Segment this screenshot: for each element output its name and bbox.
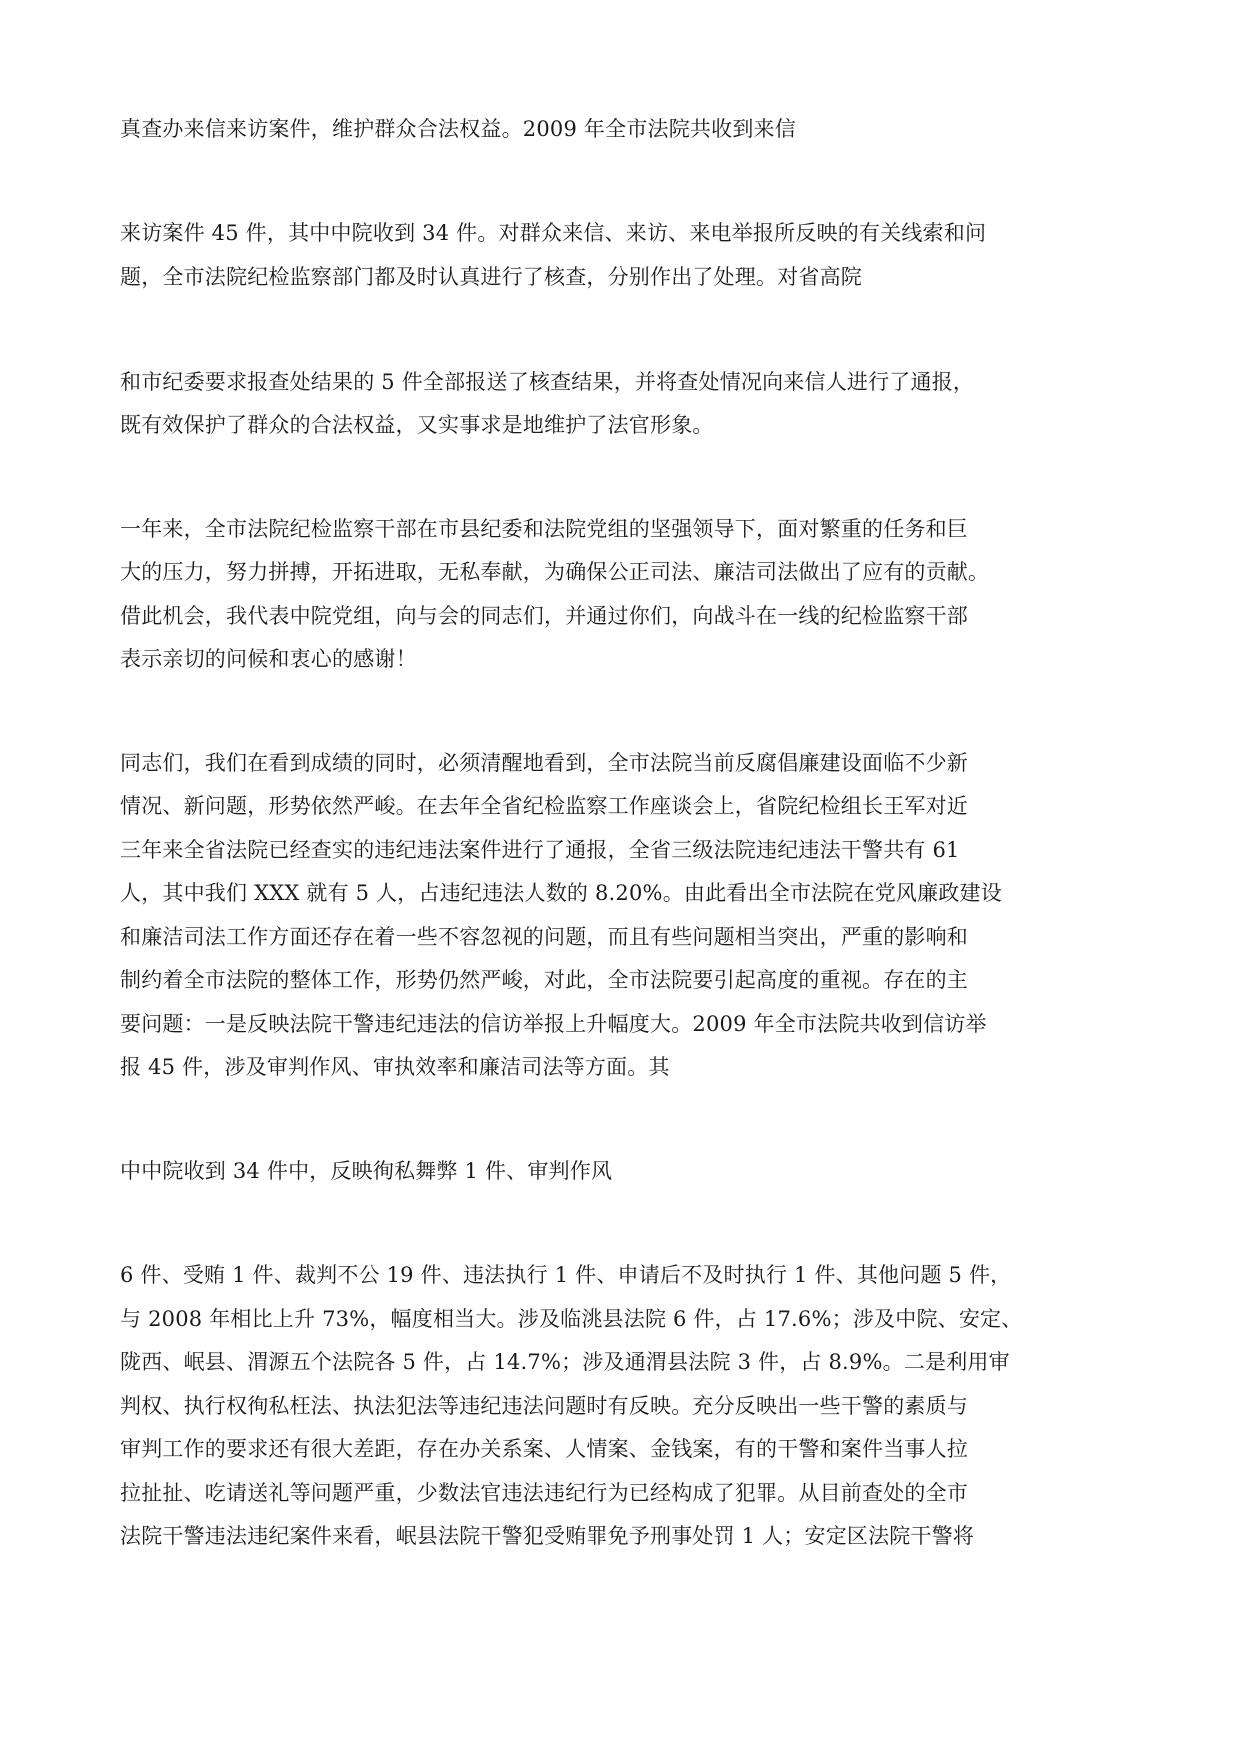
text-line: 陇西、岷县、渭源五个法院各 5 件，占 14.7%；涉及通渭县法院 3 件，占 8.9%。二是利用审 <box>120 1350 1010 1374</box>
text-line: 同志们，我们在看到成绩的同时，必须清醒地看到，全市法院当前反腐倡廉建设面临不少新 <box>120 751 968 775</box>
text-line: 要问题：一是反映法院干警违纪违法的信访举报上升幅度大。2009 年全市法院共收到信访举 <box>120 1012 987 1036</box>
text-line: 与 2008 年相比上升 73%，幅度相当大。涉及临洮县法院 6 件，占 17.6%；涉及中院、安定、 <box>120 1307 1023 1331</box>
text-line: 报 45 件，涉及审判作风、审执效率和廉洁司法等方面。其 <box>120 1055 670 1079</box>
text-line: 和市纪委要求报查处结果的 5 件全部报送了核查结果，并将查处情况向来信人进行了通报， <box>120 370 975 394</box>
text-line: 6 件、受贿 1 件、裁判不公 19 件、违法执行 1 件、申请后不及时执行 1 件、其他问题 5 件， <box>120 1263 1012 1287</box>
text-line: 人，其中我们 XXX 就有 5 人，占违纪违法人数的 8.20%。由此看出全市法院在党风廉政建设 <box>120 881 1002 905</box>
text-line: 制约着全市法院的整体工作，形势仍然严峻，对此，全市法院要引起高度的重视。存在的主 <box>120 968 968 992</box>
text-line: 一年来，全市法院纪检监察干部在市县纪委和法院党组的坚强领导下，面对繁重的任务和巨 <box>120 517 968 541</box>
text-line: 法院干警违法违纪案件来看，岷县法院干警犯受贿罪免予刑事处罚 1 人；安定区法院干警将 <box>120 1524 975 1548</box>
text-line: 审判工作的要求还有很大差距，存在办关系案、人情案、金钱案，有的干警和案件当事人拉 <box>120 1437 968 1461</box>
text-line: 既有效保护了群众的合法权益，又实事求是地维护了法官形象。 <box>120 413 714 437</box>
text-line: 真查办来信来访案件，维护群众合法权益。2009 年全市法院共收到来信 <box>120 117 796 141</box>
text-line: 三年来全省法院已经查实的违纪违法案件进行了通报，全省三级法院违纪违法干警共有 61 <box>120 838 960 862</box>
text-line: 和廉洁司法工作方面还存在着一些不容忽视的问题，而且有些问题相当突出，严重的影响和 <box>120 925 968 949</box>
text-line: 中中院收到 34 件中，反映徇私舞弊 1 件、审判作风 <box>120 1159 613 1183</box>
text-line: 大的压力，努力拼搏，开拓进取，无私奉献，为确保公正司法、廉洁司法做出了应有的贡献。 <box>120 560 990 584</box>
text-line: 借此机会，我代表中院党组，向与会的同志们，并通过你们，向战斗在一线的纪检监察干部 <box>120 604 968 628</box>
text-line: 判权、执行权徇私枉法、执法犯法等违纪违法问题时有反映。充分反映出一些干警的素质与 <box>120 1394 968 1418</box>
text-line: 情况、新问题，形势依然严峻。在去年全省纪检监察工作座谈会上，省院纪检组长王军对近 <box>120 794 968 818</box>
text-line: 拉扯扯、吃请送礼等问题严重，少数法官违法违纪行为已经构成了犯罪。从目前查处的全市 <box>120 1481 968 1505</box>
text-line: 题，全市法院纪检监察部门都及时认真进行了核查，分别作出了处理。对省高院 <box>120 265 862 289</box>
text-line: 来访案件 45 件，其中中院收到 34 件。对群众来信、来访、来电举报所反映的有关线索和问 <box>120 221 987 245</box>
text-line: 表示亲切的问候和衷心的感谢！ <box>120 647 417 671</box>
